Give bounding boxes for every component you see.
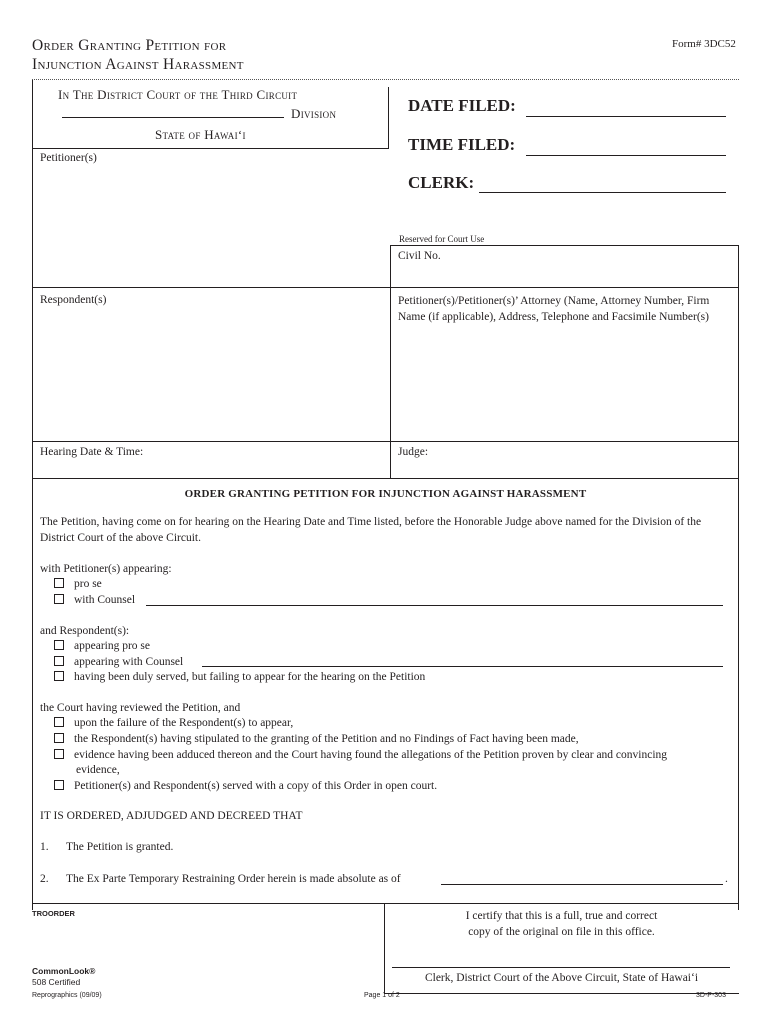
hearing-label: Hearing Date & Time:: [40, 446, 144, 458]
court-option-evidence-cont: evidence,: [76, 764, 120, 776]
date-filed-label: DATE FILED:: [408, 96, 516, 115]
checkbox[interactable]: [54, 640, 64, 650]
certify-line-1: I certify that this is a full, true and correct: [465, 910, 658, 922]
page-number: Page 1 of 2: [364, 992, 400, 999]
court-option-served[interactable]: Petitioner(s) and Respondent(s) served with a copy of this Order in open court.: [54, 779, 437, 795]
header-divider: [32, 79, 739, 80]
respondent-option-failed[interactable]: having been duly served, but failing to appear for the hearing on the Petition: [54, 670, 425, 686]
item-2-period: .: [725, 873, 728, 885]
attorney-label: Petitioner(s)/Petitioner(s)’ Attorney (Name, Attorney Number, Firm Name (if applicable), Address, Telephone and Facsimile Number(s): [398, 295, 710, 323]
form-title: Order Granting Petition for Injunction Against Harassment: [32, 37, 244, 73]
clerk-signature-label: Clerk, District Court of the Above Circuit, State of Hawai‘i: [424, 972, 699, 984]
court-option-failure[interactable]: upon the failure of the Respondent(s) to appear,: [54, 716, 293, 732]
certify-bottom-line: [384, 993, 739, 994]
respondent-counsel-field[interactable]: [202, 666, 723, 667]
checkbox[interactable]: [54, 594, 64, 604]
reprographics-label: Reprographics (09/09): [32, 992, 102, 999]
clerk-field[interactable]: [479, 192, 726, 193]
judge-label: Judge:: [398, 446, 429, 458]
item-1-number: 1.: [40, 841, 49, 853]
counsel-name-field[interactable]: [146, 605, 723, 606]
form-bottom-line: [32, 903, 739, 904]
order-heading: ORDER GRANTING PETITION FOR INJUNCTION AGAINST HARASSMENT: [184, 488, 587, 500]
division-blank: [62, 117, 284, 118]
checkbox[interactable]: [54, 780, 64, 790]
respondent-top-line: [32, 287, 739, 288]
petitioner-option-counsel[interactable]: with Counsel: [54, 593, 135, 609]
respondent-option-counsel[interactable]: appearing with Counsel: [54, 655, 183, 671]
right-border: [738, 245, 739, 910]
time-filed-label: TIME FILED:: [408, 135, 516, 154]
petitioner-option-pro-se[interactable]: pro se: [54, 577, 102, 593]
absolute-date-field[interactable]: [441, 884, 723, 885]
checkbox[interactable]: [54, 578, 64, 588]
reserved-label: Reserved for Court Use: [399, 234, 485, 244]
troorder-code: TROORDER: [32, 909, 75, 918]
center-divider: [390, 245, 391, 478]
order-intro: The Petition, having come on for hearing on the Hearing Date and Time listed, before the Honorable Judge above named for the Division of the District Court of the above Circuit.: [40, 516, 702, 544]
certified-label: 508 Certified: [32, 977, 81, 987]
decree-heading: IT IS ORDERED, ADJUDGED AND DECREED THAT: [40, 810, 303, 822]
court-option-evidence[interactable]: evidence having been adduced thereon and the Court having found the allegations of the Petition proven by clear and convincing: [54, 748, 738, 764]
caption-bottom-line: [32, 148, 389, 149]
hearing-top-line: [32, 441, 739, 442]
form-code: 3D-P-303: [696, 992, 726, 999]
form-number: Form# 3DC52: [672, 38, 736, 50]
caption-divider: [388, 87, 389, 148]
clerk-signature-line[interactable]: [392, 967, 730, 968]
date-filed-field[interactable]: [526, 116, 726, 117]
court-heading: the Court having reviewed the Petition, and: [40, 702, 241, 714]
item-2-number: 2.: [40, 873, 49, 885]
item-1-text: The Petition is granted.: [66, 841, 174, 853]
petitioners-label: Petitioner(s): [40, 152, 97, 164]
civil-no-label: Civil No.: [398, 250, 441, 262]
clerk-label: CLERK:: [408, 173, 475, 192]
checkbox[interactable]: [54, 749, 64, 759]
court-option-stipulated[interactable]: the Respondent(s) having stipulated to the granting of the Petition and no Findings of Fact having been made,: [54, 732, 579, 748]
checkbox[interactable]: [54, 671, 64, 681]
order-top-line: [32, 478, 739, 479]
court-name: In The District Court of the Third Circuit: [58, 87, 298, 102]
checkbox[interactable]: [54, 733, 64, 743]
respondent-option-pro-se[interactable]: appearing pro se: [54, 639, 150, 655]
petitioner-heading: with Petitioner(s) appearing:: [40, 563, 172, 575]
commonlook-logo: CommonLook®: [32, 966, 96, 976]
respondent-heading: and Respondent(s):: [40, 625, 130, 637]
time-filed-field[interactable]: [526, 155, 726, 156]
checkbox[interactable]: [54, 717, 64, 727]
certify-line-2: copy of the original on file in this office.: [468, 926, 655, 938]
item-2-text: The Ex Parte Temporary Restraining Order herein is made absolute as of: [66, 873, 401, 885]
checkbox[interactable]: [54, 656, 64, 666]
state-name: State of Hawai‘i: [155, 127, 246, 142]
division-label: Division: [291, 106, 337, 121]
reserved-line: [390, 245, 739, 246]
respondents-label: Respondent(s): [40, 294, 107, 306]
